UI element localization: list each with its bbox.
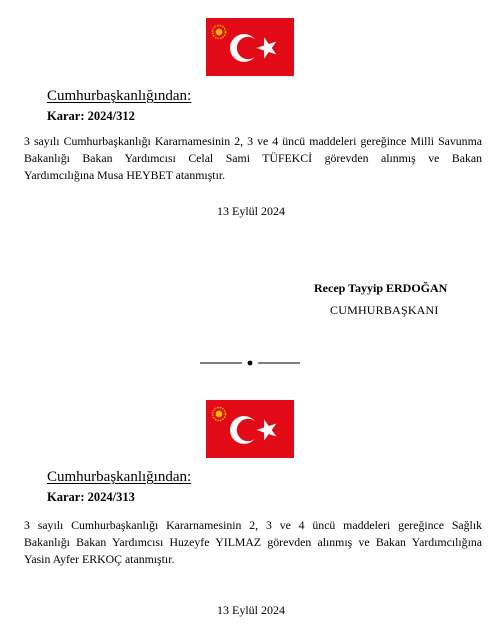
decree-line: 3 sayılı Cumhurbaşkanlığı Kararnamesinin 2, 3 ve 4 üncü maddeleri gereğince Sağlık [24,518,482,532]
issuer-heading: Cumhurbaşkanlığından: [47,469,192,485]
signer-title: CUMHURBAŞKANI [330,303,439,317]
decree-line: 3 sayılı Cumhurbaşkanlığı Kararnamesinin 2, 3 ve 4 üncü maddeleri gereğince Milli Savunma [24,134,482,148]
signer-name: Recep Tayyip ERDOĞAN [314,281,448,295]
issuer-heading: Cumhurbaşkanlığından: [47,88,192,104]
decree-line: Bakanlığı Bakan Yardımcısı Huzeyfe YILMAZ görevden alınmış ve Bakan Yardımcılığına [24,535,482,549]
decree-text [24,517,482,568]
presidential-flag-icon [206,18,294,76]
separator-dot-icon [200,357,300,369]
presidential-flag-icon [206,400,294,458]
decree-date: 13 Eylül 2024 [217,204,285,218]
decree-line: Yasin Ayfer ERKOÇ atanmıştır. [24,552,175,566]
decree-line: Yardımcılığına Musa HEYBET atanmıştır. [24,168,226,182]
decree-line: Bakanlığı Bakan Yardımcısı Celal Sami TÜFEKCİ görevden alınmış ve Bakan [24,151,482,165]
decree-text [24,133,482,184]
decision-number: Karar: 2024/312 [47,109,135,123]
decision-number: Karar: 2024/313 [47,490,135,504]
decree-date: 13 Eylül 2024 [217,603,285,617]
